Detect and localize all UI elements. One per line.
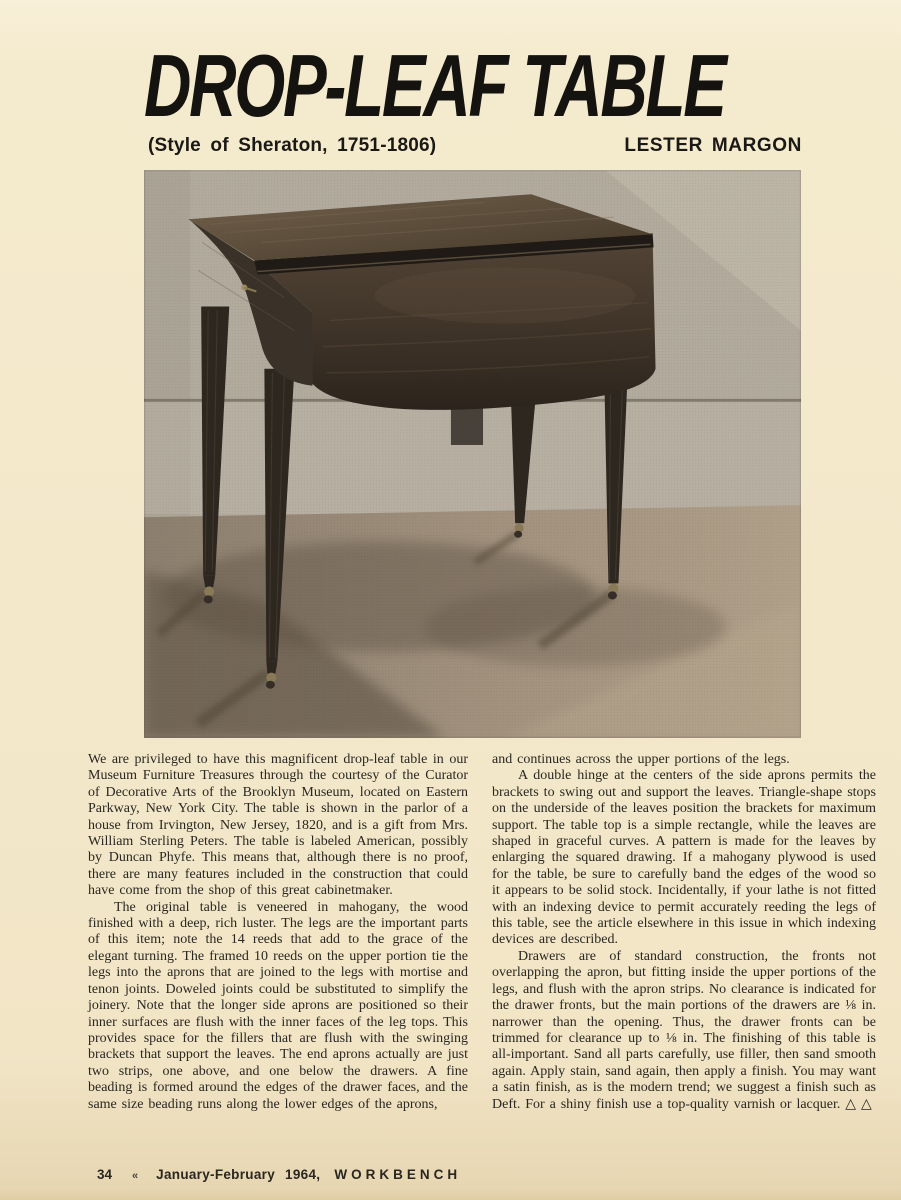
page-title-text: DROP-LEAF TABLE [144,36,725,135]
page-footer [97,1167,461,1182]
footer-separator: « [132,1170,139,1182]
paragraph-drawers-finish: Drawers are of standard construction, the fronts not overlapping the apron, but fitting inside the upper portions of the legs, and flush with the apron strips. No clearance is indicated for the drawer fronts, but the main portions of the drawers are ⅛ in. narrower than the opening. Thus, the drawer fronts can be trimmed for clearance up to ⅛ in. The finishing of this table is all-important. Sand all parts carefully, use filler, then sand smooth again. Apply stain, sand again, then apply a finish. You may want a satin finish, as is the modern trend; we suggest a finish such as Deft. For a shiny finish use a top-quality varnish or lacquer. △ △ [492,948,876,1112]
style-note: (Style of Sheraton, 1751-1806) [148,135,437,156]
table-photo-illustration [144,170,801,738]
magazine-name: WORKBENCH [334,1167,462,1182]
paragraph-hinges: A double hinge at the centers of the side aprons permits the brackets to swing out and support the leaves. Triangle-shape stops on the underside of the leaves position the brackets for maximum support. The table top is a simple rectangle, while the leaves are shaped in graceful curves. A pattern is made for the leaves by enlarging the squared drawing. If a mahogany plywood is used for the table, be sure to carefully band the edges of the wood so it appears to be solid stock. Incidentally, if your lathe is not fitted with an indexing device to permit accurately reeding the legs of this table, see the article elsewhere in this issue in which indexing devices are described. [492,768,876,948]
page-title [144,36,844,140]
table-photo [144,170,801,738]
halftone-overlay [144,170,801,738]
paragraph-intro: We are privileged to have this magnificent drop-leaf table in our Museum Furniture Treasures through the courtesy of the Curator of Decorative Arts of the Brooklyn Museum, located on Eastern Parkway, New York City. The table is shown in the parlor of a house from Irvington, New Jersey, 1820, and is a gift from Mrs. William Sterling Peters. The table is labeled American, possibly by Duncan Phyfe. This means that, although there is no proof, there are many features included in the construction that could have come from the shop of this great cabinetmaker. [88,752,468,899]
paragraph-continuation: and continues across the upper portions of the legs. [492,752,790,767]
article-right-column [492,752,876,1113]
page-number: 34 [97,1167,113,1182]
paragraph-construction: The original table is veneered in mahogany, the wood finished with a deep, rich luster. The legs are the important parts of this item; note the 14 reeds that add to the grace of the elegant turning. The framed 10 reeds on the upper portion tie the legs into the aprons that are joined to the legs with mortise and tenon joints. Doweled joints could be substituted to simplify the joinery. Note that the longer side aprons are positioned so their inner surfaces are flush with the inner faces of the leg tops. This provides space for the fillers that are flush with the swinging brackets that support the leaves. The end aprons actually are just two strips, one above, and one below the drawers. A fine beading is formed around the edges of the drawer faces, and the same size beading runs along the lower edges of the aprons, [88,899,468,1112]
article-left-column [88,752,468,1113]
issue-date: January-February 1964, [156,1167,321,1182]
author-byline: LESTER MARGON [624,135,802,156]
